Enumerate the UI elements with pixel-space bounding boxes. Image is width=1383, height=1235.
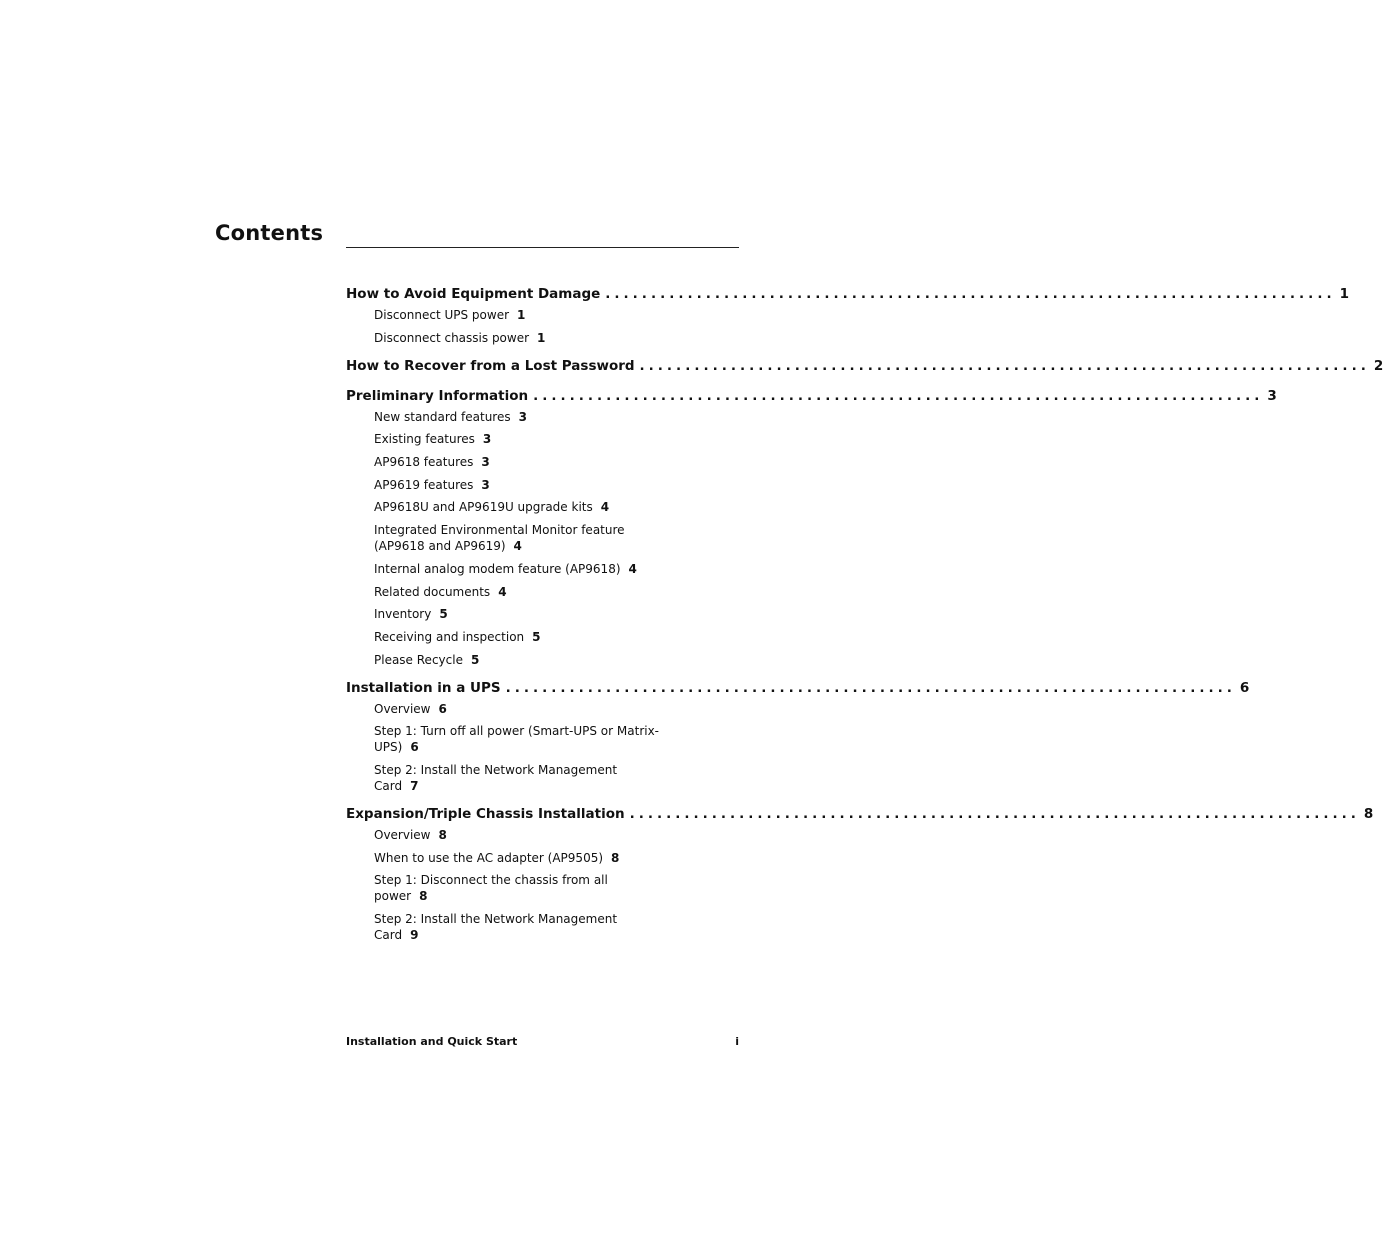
toc-chapter-title: How to Recover from a Lost Password — [346, 357, 635, 374]
toc-chapter-entry[interactable] — [346, 804, 1374, 824]
toc-chapter-page: 3 — [1267, 387, 1277, 404]
toc-subsection-entry[interactable] — [374, 330, 664, 346]
toc-subsection-page: 3 — [481, 477, 490, 492]
toc-subsection-page: 6 — [438, 701, 447, 716]
toc-subsection-entry[interactable] — [374, 454, 664, 470]
toc-subsection-entry[interactable] — [374, 701, 664, 717]
toc-subsection-entry[interactable] — [374, 872, 664, 904]
toc-subsection-title: New standard features — [374, 409, 511, 424]
toc-chapter — [346, 386, 1277, 668]
toc-subsection-entry[interactable] — [374, 561, 664, 577]
toc-subsection-title: Step 1: Disconnect the chassis from all power — [374, 873, 608, 904]
toc-subsection-title: AP9619 features — [374, 477, 474, 492]
toc-subsection-page: 8 — [611, 850, 620, 865]
toc-subsection-title: Overview — [374, 701, 431, 716]
toc-subsection-entry[interactable] — [374, 477, 664, 493]
toc-chapter-page: 2 — [1373, 357, 1383, 374]
toc-chapter-title: How to Avoid Equipment Damage — [346, 286, 601, 302]
footer-page-number: i — [735, 1035, 739, 1048]
toc-subsection-page: 5 — [470, 652, 480, 667]
toc-subsection-title: When to use the AC adapter (AP9505) — [374, 850, 604, 865]
toc-subsection-title: Please Recycle — [374, 652, 463, 667]
toc-subsection-list — [346, 307, 739, 346]
toc-subsection-page: 8 — [419, 889, 428, 904]
toc-chapter-title: Expansion/Triple Chassis Installation — [346, 805, 625, 822]
toc-subsection-page: 6 — [410, 740, 419, 755]
toc-chapter-entry[interactable] — [346, 678, 1250, 698]
toc-subsection-page: 5 — [532, 629, 541, 644]
toc-subsection-title: Integrated Environmental Monitor feature (AP9618 and AP9619) — [374, 523, 625, 554]
toc-subsection-list — [346, 409, 739, 668]
toc-subsection-title: Related documents — [374, 584, 491, 599]
toc-subsection-title: Step 2: Install the Network Management Card — [374, 912, 618, 942]
toc-chapter — [346, 356, 1383, 376]
toc-chapter-entry[interactable] — [346, 386, 1277, 406]
toc-subsection-entry[interactable] — [374, 723, 664, 755]
toc-subsection-title: Step 2: Install the Network Management Card — [374, 762, 618, 793]
toc-subsection-title: AP9618U and AP9619U upgrade kits — [374, 500, 593, 515]
toc-subsection-entry[interactable] — [374, 499, 664, 515]
toc-chapter-page: 8 — [1363, 805, 1374, 822]
toc-subsection-page: 4 — [600, 500, 610, 515]
toc-subsection-title: Internal analog modem feature (AP9618) — [374, 561, 621, 576]
table-of-contents — [346, 284, 1383, 953]
page-footer — [346, 1035, 739, 1048]
toc-dot-leader: ................................................................................ — [505, 679, 1236, 696]
toc-subsection-page: 9 — [410, 928, 419, 942]
toc-subsection-title: AP9618 features — [374, 455, 474, 470]
toc-subsection-title: Step 1: Turn off all power (Smart-UPS or Matrix-UPS) — [374, 724, 660, 755]
toc-subsection-page: 3 — [482, 432, 492, 447]
toc-subsection-title: Disconnect UPS power — [374, 308, 510, 322]
toc-subsection-page: 4 — [513, 539, 522, 554]
title-divider — [346, 247, 739, 248]
toc-chapter-page: 6 — [1239, 679, 1250, 696]
toc-dot-leader: ................................................................................ — [533, 387, 1264, 404]
toc-chapter — [346, 678, 1250, 794]
toc-chapter-title: Installation in a UPS — [346, 679, 501, 696]
toc-subsection-page: 4 — [628, 561, 637, 576]
toc-subsection-entry[interactable] — [374, 911, 664, 943]
toc-subsection-entry[interactable] — [374, 850, 664, 866]
toc-chapter-entry[interactable] — [346, 356, 1383, 376]
toc-subsection-title: Existing features — [374, 432, 475, 447]
toc-subsection-list — [346, 701, 739, 794]
toc-subsection-entry[interactable] — [374, 522, 664, 554]
toc-chapter-title: Preliminary Information — [346, 387, 529, 404]
toc-subsection-entry[interactable] — [374, 307, 664, 323]
toc-subsection-page: 1 — [537, 330, 546, 345]
toc-chapter-entry[interactable] — [346, 284, 1349, 304]
footer-title: Installation and Quick Start — [346, 1035, 518, 1048]
toc-subsection-page: 4 — [498, 584, 507, 599]
toc-subsection-page: 5 — [439, 607, 448, 622]
toc-subsection-page: 7 — [410, 778, 419, 793]
toc-dot-leader: ................................................................................ — [629, 805, 1360, 822]
toc-subsection-entry[interactable] — [374, 652, 664, 668]
toc-subsection-entry[interactable] — [374, 606, 664, 622]
toc-chapter — [346, 804, 1374, 943]
toc-subsection-entry[interactable] — [374, 762, 664, 794]
page-title: Contents — [215, 221, 324, 246]
toc-subsection-list — [346, 827, 739, 943]
toc-subsection-entry[interactable] — [374, 584, 664, 600]
toc-subsection-entry[interactable] — [374, 409, 664, 425]
toc-subsection-entry[interactable] — [374, 431, 664, 447]
toc-dot-leader: ................................................................................ — [605, 286, 1336, 302]
toc-chapter-page: 1 — [1339, 286, 1349, 302]
toc-subsection-page: 3 — [481, 455, 490, 470]
toc-subsection-entry[interactable] — [374, 629, 664, 645]
toc-subsection-page: 1 — [517, 308, 526, 322]
toc-subsection-title: Receiving and inspection — [374, 629, 525, 644]
toc-subsection-entry[interactable] — [374, 827, 664, 843]
toc-subsection-page: 3 — [518, 409, 527, 424]
toc-subsection-page: 8 — [438, 827, 447, 842]
toc-dot-leader: ................................................................................ — [639, 357, 1370, 374]
toc-chapter — [346, 284, 1349, 346]
toc-subsection-title: Overview — [374, 827, 431, 842]
toc-subsection-title: Disconnect chassis power — [374, 330, 530, 345]
toc-subsection-title: Inventory — [374, 607, 432, 622]
